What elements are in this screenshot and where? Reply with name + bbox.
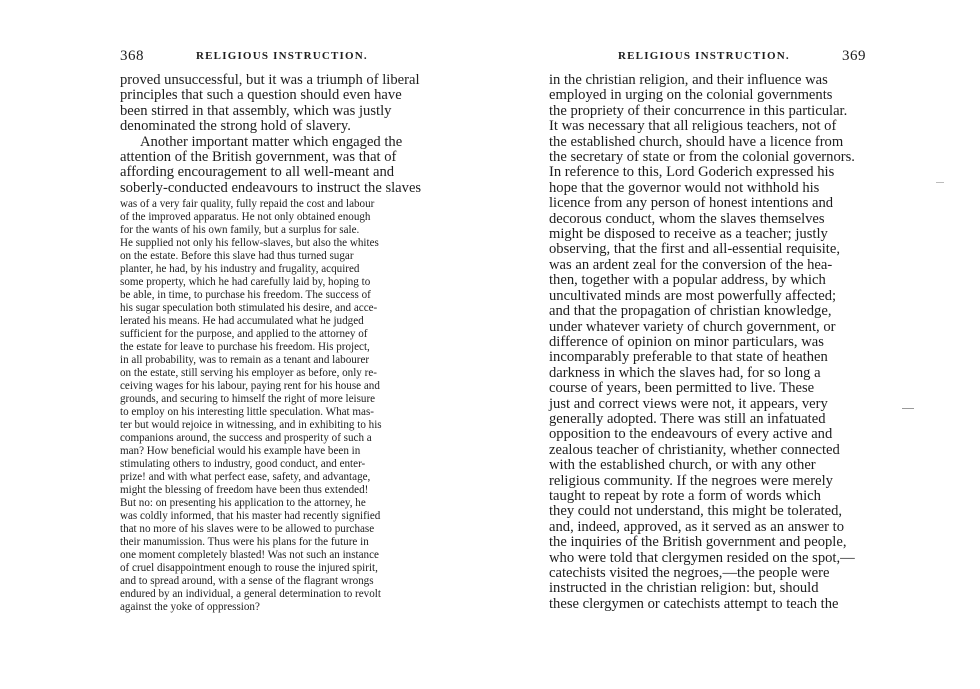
text-line: Another important matter which engaged the (140, 133, 403, 150)
page-number: 369 (842, 48, 866, 64)
text-line: for the wants of his own family, but a surplus for sale. (120, 224, 360, 236)
text-line: their manumission. Thus were his plans for the future in (120, 536, 369, 548)
text-line: the propriety of their concurrence in this particular. (549, 102, 848, 119)
text-line: He supplied not only his fellow-slaves, but also the whites (120, 237, 379, 249)
text-line: be able, in time, to purchase his freedom. The success of (120, 289, 371, 301)
text-line: on the estate, still serving his employer as before, only re- (120, 367, 377, 379)
text-line: in the christian religion, and their influence was (549, 72, 828, 88)
text-line: of the improved apparatus. He not only obtained enough (120, 211, 371, 223)
text-line: one moment completely blasted! Was not such an instance (120, 549, 379, 561)
text-line: instructed in the christian religion: but, should (549, 580, 819, 597)
text-line: stimulating others to industry, good conduct, and enter- (120, 458, 366, 470)
text-line: proved unsuccessful, but it was a triumph of liberal (120, 72, 420, 88)
text-line: they could not understand, this might be tolerated, (549, 503, 843, 520)
text-line: under whatever variety of church government, or (549, 318, 836, 335)
text-line: religious community. If the negroes were merely (549, 472, 833, 489)
text-line: the inquiries of the British government and people, (549, 534, 847, 551)
text-line: of cruel disappointment enough to rouse the injured spirit, (120, 562, 378, 574)
text-line: that no more of his slaves were to be allowed to purchase (120, 523, 375, 535)
text-line: was an ardent zeal for the conversion of the hea- (549, 256, 833, 273)
text-line: just and correct views were not, it appears, very (549, 395, 828, 412)
text-line: companions around, the success and prosperity of such a (120, 432, 372, 444)
text-line: course of years, been permitted to live. These (549, 380, 815, 397)
text-line: endured by an individual, a general determination to revolt (120, 588, 381, 600)
text-line: difference of opinion on minor particulars, was (549, 333, 824, 350)
text-line: But no: on presenting his application to the attorney, he (120, 497, 366, 509)
text-line: lerated his means. He had accumulated what he judged (120, 315, 364, 327)
text-line: opposition to the endeavours of every active and (549, 426, 833, 443)
text-line: who were told that clergymen resided on the spot,— (549, 549, 855, 566)
text-line: ceiving wages for his labour, paying rent for his house and (120, 380, 380, 392)
text-line: observing, that the first and all-essential requisite, (549, 241, 840, 258)
text-line: catechists visited the negroes,—the people were (549, 565, 830, 581)
text-line: employed in urging on the colonial governments (549, 87, 833, 104)
text-line: with the established church, or with any other (549, 457, 816, 474)
running-head: RELIGIOUS INSTRUCTION. (196, 50, 368, 62)
text-line: the secretary of state or from the colonial governors. (549, 149, 855, 166)
text-line: and to spread around, with a sense of the flagrant wrongs (120, 575, 374, 587)
scan-mark (902, 408, 914, 409)
text-line: affording encouragement to all well-meant and (120, 164, 395, 181)
text-line: decorous conduct, whom the slaves themselves (549, 210, 825, 227)
text-line: uncultivated minds are most powerfully affected; (549, 287, 837, 304)
main-text (120, 73, 450, 196)
text-line: been stirred in that assembly, which was justly (120, 102, 392, 119)
scan-mark (936, 182, 944, 183)
text-line: planter, he had, by his industry and frugality, acquired (120, 263, 360, 275)
text-line: in all probability, was to remain as a tenant and labourer (120, 354, 370, 366)
text-line: to employ on his interesting little speculation. What mas- (120, 406, 374, 418)
text-line: was of a very fair quality, fully repaid the cost and labour (120, 198, 375, 210)
text-line: hope that the governor would not withhold his (549, 179, 820, 196)
text-line: was coldly informed, that his master had recently signified (120, 510, 381, 522)
text-line: It was necessary that all religious teachers, not of (549, 118, 837, 135)
text-line: some property, which he had carefully laid by, hoping to (120, 276, 371, 288)
text-line: principles that such a question should even have (120, 87, 402, 104)
text-line: the established church, should have a licence from (549, 133, 844, 150)
page-number: 368 (120, 48, 144, 64)
text-line: In reference to this, Lord Goderich expressed his (549, 164, 835, 181)
text-line: soberly-conducted endeavours to instruct the slaves (120, 179, 422, 196)
text-line: generally adopted. There was still an infatuated (549, 410, 826, 427)
text-line: incomparably preferable to that state of heathen (549, 349, 828, 366)
text-line: taught to repeat by rote a form of words which (549, 487, 821, 504)
text-line: might be disposed to receive as a teacher; justly (549, 226, 828, 243)
footnote-text (120, 198, 460, 614)
text-line: and, indeed, approved, as it served as an answer to (549, 518, 845, 535)
text-line: on the estate. Before this slave had thus turned sugar (120, 250, 354, 262)
right-page (490, 0, 980, 689)
text-line: these clergymen or catechists attempt to teach the (549, 595, 839, 612)
text-line: darkness in which the slaves had, for so long a (549, 364, 821, 381)
text-line: the estate for leave to purchase his freedom. His project, (120, 341, 370, 353)
text-line: zealous teacher of christianity, whether connected (549, 441, 840, 458)
text-line: prize! and with what perfect ease, safety, and advantage, (120, 471, 371, 483)
text-line: against the yoke of oppression? (120, 601, 260, 613)
text-line: denominated the strong hold of slavery. (120, 118, 351, 135)
text-line: grounds, and securing to himself the right of more leisure (120, 393, 376, 405)
text-line: then, together with a popular address, by which (549, 272, 826, 289)
text-line: and that the propagation of christian knowledge, (549, 303, 832, 320)
text-line: his sugar speculation both stimulated his desire, and acce- (120, 302, 378, 314)
text-line: sufficient for the purpose, and applied to the attorney of (120, 328, 368, 340)
text-line: man? How beneficial would his example have been in (120, 445, 361, 457)
main-text (549, 73, 867, 612)
text-line: ter but would rejoice in witnessing, and in exhibiting to his (120, 419, 382, 431)
text-line: might the blessing of freedom have been thus extended! (120, 484, 369, 496)
text-line: licence from any person of honest intentions and (549, 195, 834, 212)
running-head: RELIGIOUS INSTRUCTION. (618, 50, 790, 62)
text-line: attention of the British government, was that of (120, 149, 397, 166)
